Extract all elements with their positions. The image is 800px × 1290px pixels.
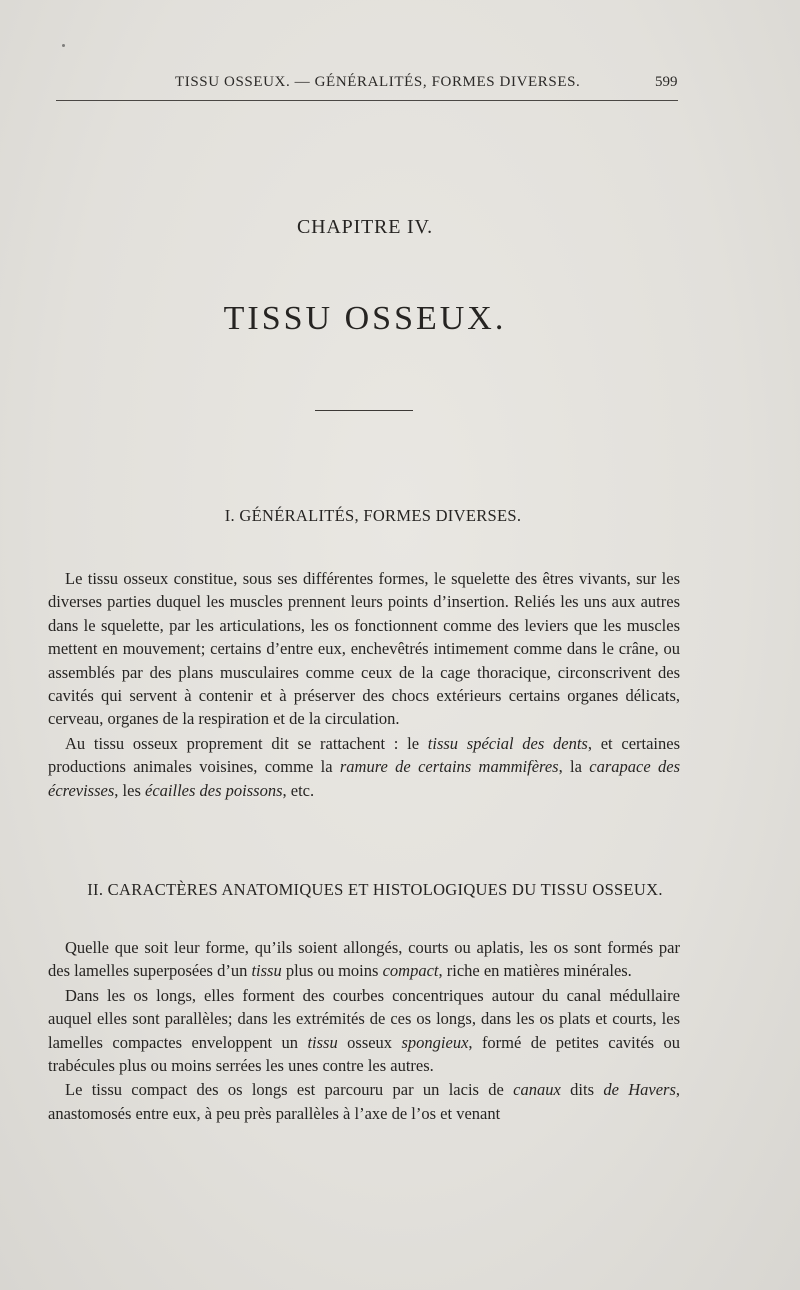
section-heading-1: I. GÉNÉRALITÉS, FORMES DIVERSES. xyxy=(224,506,522,525)
title-rule xyxy=(315,410,413,411)
header-rule xyxy=(56,100,678,101)
paragraph: Au tissu osseux proprement dit se rattachent : le tissu spécial des dents, et certaines productions animales voisines, comme la ramure de certains mammifères, la carapace des écrevisses, les écailles des poissons, etc. xyxy=(48,733,681,800)
section-heading-2: II. CARACTÈRES ANATOMIQUES ET HISTOLOGIQUES DU TISSU OSSEUX. xyxy=(87,880,663,899)
chapter-title: TISSU OSSEUX. xyxy=(223,300,507,337)
paragraph: Le tissu osseux constitue, sous ses différentes formes, le squelette des êtres vivants, sur les diverses parties duquel les muscles prennent leurs points d’insertion. Reliés les uns aux autres dans le squelette, par les articulations, les os fonctionnent comme des leviers que les muscles mettent en mouvement; certains d’entre eux, enchevêtrés intimement comme dans le crâne, ou assemblés par des plans musculaires comme ceux de la cage thoracique, circonscrivent des cavités qui servent à contenir et à préserver des chocs extérieurs certains organes délicats, cerveau, organes de la respiration et de la circulation. xyxy=(48,569,680,729)
paragraph: Quelle que soit leur forme, qu’ils soient allongés, courts ou aplatis, les os sont formés par des lamelles superposées d’un tissu plus ou moins compact, riche en matières minérales. xyxy=(48,938,680,981)
paragraph: Dans les os longs, elles forment des courbes concentriques autour du canal médullaire auquel elles sont parallèles; dans les extrémités de ces os longs, dans les os plats et courts, les lamelles compactes enveloppent un tissu osseux spongieux, formé de petites cavités ou trabécules plus ou moins serrées les unes contre les autres. xyxy=(48,985,680,1076)
running-head: TISSU OSSEUX. — GÉNÉRALITÉS, FORMES DIVERSES. xyxy=(175,74,581,90)
page-number: 599 xyxy=(655,74,678,90)
section-1-body xyxy=(48,567,680,802)
chapter-label: CHAPITRE IV. xyxy=(297,216,433,238)
paragraph: Le tissu compact des os longs est parcouru par un lacis de canaux dits de Havers, anastomosés entre eux, à peu près parallèles à l’axe de l’os et venant xyxy=(48,1080,680,1123)
paper-speck xyxy=(62,44,65,47)
section-2-body xyxy=(48,936,680,1125)
